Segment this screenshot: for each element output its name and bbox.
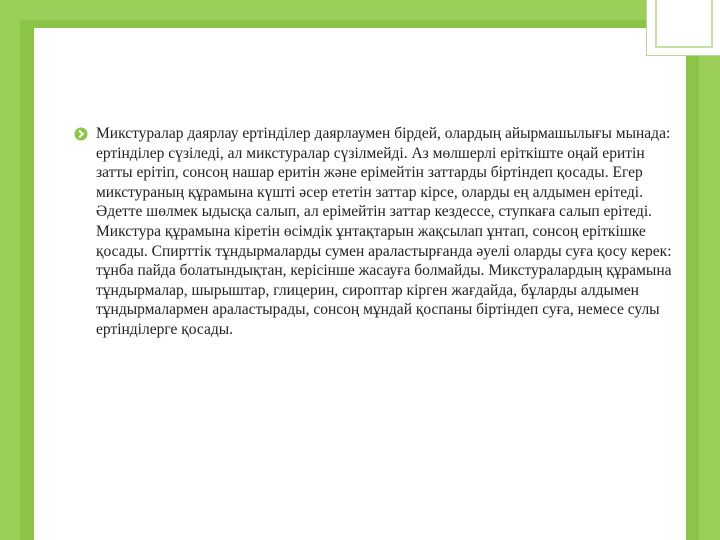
slide-content (74, 124, 674, 340)
circle-arrow-bullet-icon (74, 127, 88, 141)
body-paragraph: Микстуралар даярлау ертінділер даярлаумен бірдей, олардың айырмашылығы мынада: ертінділер сүзіледі, ал микстуралар сүзілмейді. Аз мөлшерлі еріткіште оңай еритін затты ерітіп, сонсоң нашар еритін және ерімейтін заттарды біртіндеп қосады. Егер микстураның құрамына күшті әсер ететін заттар кірсе, оларды ең алдымен ерітеді. Әдетте шөлмек ыдысқа салып, ал ерімейтін заттар кездессе, ступкаға салып ерітеді. Микстура құрамына кіретін өсімдік ұнтақтарын жақсылап ұнтап, сонсоң еріткішке қосады. Спирттік тұндырмаларды сумен араластырғанда әуелі оларды суға қосу керек: тұнба пайда болатындықтан, керісінше жасауға болмайды. Микстуралардың құрамына тұндырмалар, шырыштар, глицерин, сироптар кірген жағдайда, бұларды алдымен тұндырмалармен араластырады, сонсоң мұндай қоспаны біртіндеп суға, немесе сулы ертінділерге қосады. (96, 125, 672, 338)
corner-decoration (646, 0, 720, 56)
corner-decoration-inner (655, 0, 713, 48)
